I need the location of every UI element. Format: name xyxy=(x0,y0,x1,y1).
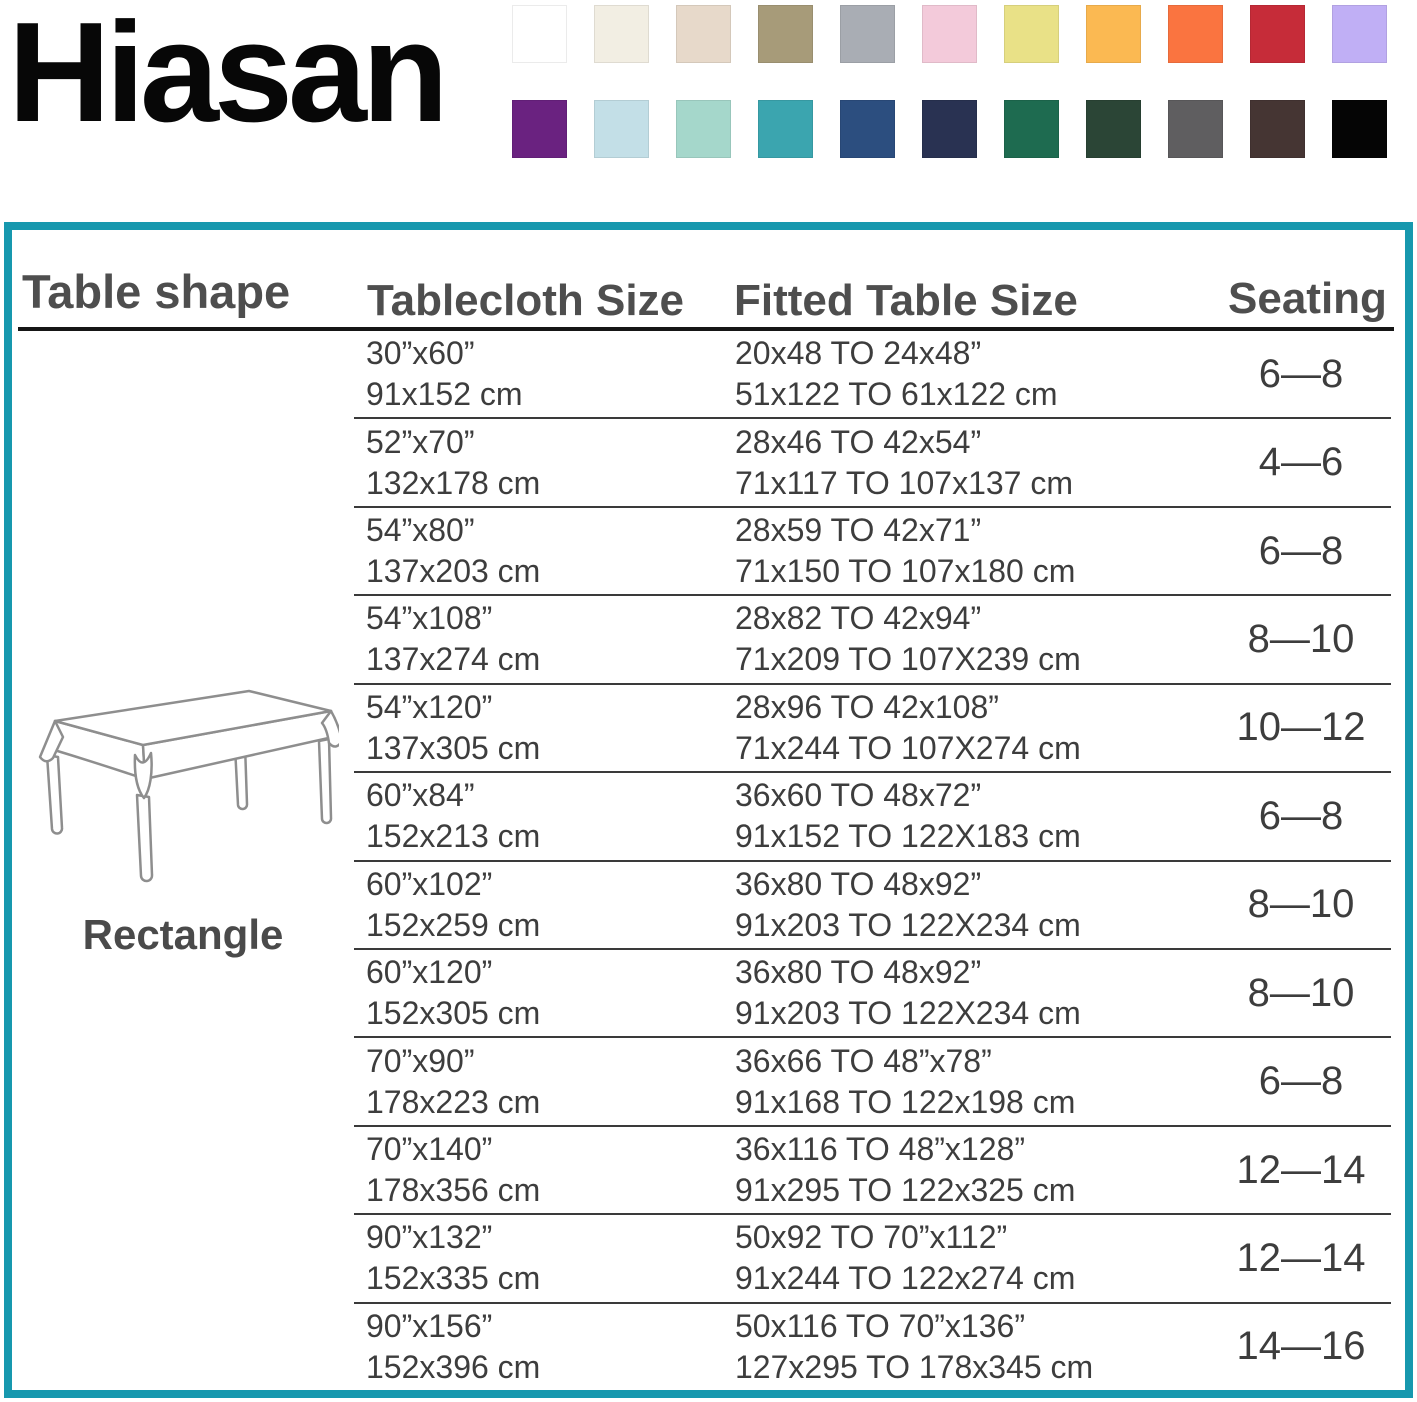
seating-cell xyxy=(1211,1061,1391,1102)
tablecloth-size-cm: 137x305 cm xyxy=(366,729,541,766)
color-swatch-khaki xyxy=(758,5,813,63)
table-row xyxy=(354,862,1391,950)
fitted-size-cm: 71x117 TO 107x137 cm xyxy=(735,464,1073,501)
seating-value: 10—12 xyxy=(1236,705,1366,750)
color-swatch-dark-brown xyxy=(1250,100,1305,158)
color-swatch-light-blue xyxy=(594,100,649,158)
seating-cell xyxy=(1211,442,1391,483)
color-swatch-gold xyxy=(1086,5,1141,63)
table-row xyxy=(354,596,1391,684)
seating-value: 8—10 xyxy=(1247,970,1355,1015)
tablecloth-size-inches: 60”x102” xyxy=(366,865,493,902)
seating-cell xyxy=(1211,1326,1391,1367)
fitted-size-cell xyxy=(735,864,1211,946)
tablecloth-size-cm: 137x203 cm xyxy=(366,553,541,590)
fitted-size-cm: 71x244 TO 107X274 cm xyxy=(735,729,1081,766)
seating-cell xyxy=(1211,1235,1391,1280)
color-swatch-yellow xyxy=(1004,5,1059,63)
tablecloth-size-cell xyxy=(354,952,735,1034)
swatch-row-bottom xyxy=(512,100,1387,158)
tablecloth-size-cm: 91x152 cm xyxy=(366,376,523,413)
fitted-size-cell xyxy=(735,1306,1211,1388)
fitted-size-cell xyxy=(735,598,1211,680)
column-header-table-shape: Table shape xyxy=(22,265,291,318)
fitted-size-inches: 50x92 TO 70”x112” xyxy=(735,1219,1008,1256)
fitted-size-inches: 20x48 TO 24x48” xyxy=(735,335,982,372)
seating-value: 6—8 xyxy=(1258,793,1344,838)
seating-value: 6—8 xyxy=(1258,351,1344,396)
table-row xyxy=(354,950,1391,1038)
fitted-size-inches: 50x116 TO 70”x136” xyxy=(735,1307,1025,1344)
tablecloth-size-cell xyxy=(354,1041,735,1123)
tablecloth-size-inches: 30”x60” xyxy=(366,335,475,372)
seating-value: 8—10 xyxy=(1247,616,1355,661)
fitted-size-cell xyxy=(735,510,1211,592)
color-swatch-white xyxy=(512,5,567,63)
table-row xyxy=(354,508,1391,596)
fitted-size-cell xyxy=(735,1217,1211,1299)
tablecloth-size-cm: 152x335 cm xyxy=(366,1260,541,1297)
table-header xyxy=(12,230,1405,327)
fitted-size-inches: 28x59 TO 42x71” xyxy=(735,512,982,549)
seating-cell xyxy=(1211,616,1391,661)
tablecloth-size-inches: 54”x80” xyxy=(366,512,475,549)
fitted-size-inches: 28x96 TO 42x108” xyxy=(735,688,999,725)
color-swatch-black xyxy=(1332,100,1387,158)
fitted-size-cell xyxy=(735,952,1211,1034)
table-row xyxy=(354,1215,1391,1303)
fitted-size-inches: 28x46 TO 42x54” xyxy=(735,423,982,460)
tablecloth-size-inches: 52”x70” xyxy=(366,423,475,460)
color-swatch-gray xyxy=(840,5,895,63)
color-swatch-teal xyxy=(758,100,813,158)
fitted-size-cm: 91x295 TO 122x325 cm xyxy=(735,1172,1076,1208)
fitted-size-inches: 36x60 TO 48x72” xyxy=(735,777,982,814)
seating-value: 4—6 xyxy=(1258,440,1344,485)
swatch-row-top xyxy=(512,5,1387,63)
tablecloth-size-cm: 152x259 cm xyxy=(366,906,541,943)
color-swatch-orange xyxy=(1168,5,1223,63)
table-body xyxy=(12,331,1405,1390)
tablecloth-size-inches: 60”x120” xyxy=(366,954,493,991)
tablecloth-size-cm: 152x305 cm xyxy=(366,995,541,1032)
table-row xyxy=(354,1304,1391,1390)
fitted-size-inches: 36x80 TO 48x92” xyxy=(735,865,982,902)
color-swatch-dark-green xyxy=(1086,100,1141,158)
tablecloth-size-inches: 54”x120” xyxy=(366,688,493,725)
seating-value: 6—8 xyxy=(1258,1059,1344,1104)
tablecloth-size-cell xyxy=(354,775,735,857)
tablecloth-size-cell xyxy=(354,510,735,592)
seating-cell xyxy=(1211,884,1391,925)
seating-cell xyxy=(1211,351,1391,396)
color-swatch-beige xyxy=(676,5,731,63)
fitted-size-cm: 91x152 TO 122X183 cm xyxy=(735,818,1081,855)
rectangle-table-icon xyxy=(27,683,339,895)
fitted-size-cell xyxy=(735,333,1211,415)
seating-cell xyxy=(1211,793,1391,838)
tablecloth-size-inches: 70”x140” xyxy=(366,1131,493,1167)
fitted-size-cm: 91x203 TO 122X234 cm xyxy=(735,906,1081,943)
fitted-size-inches: 36x80 TO 48x92” xyxy=(735,954,982,991)
seating-value: 12—14 xyxy=(1236,1147,1366,1192)
tablecloth-size-cell xyxy=(354,1217,735,1299)
fitted-size-cm: 51x122 TO 61x122 cm xyxy=(735,376,1058,413)
tablecloth-size-cm: 178x223 cm xyxy=(366,1083,541,1120)
tablecloth-size-inches: 60”x84” xyxy=(366,777,475,814)
column-header-seating: Seating xyxy=(1228,274,1387,323)
fitted-size-cell xyxy=(735,1041,1211,1123)
color-swatch-grid xyxy=(512,5,1387,158)
tablecloth-size-cell xyxy=(354,1306,735,1388)
tablecloth-size-cell xyxy=(354,687,735,769)
column-header-fitted-table-size: Fitted Table Size xyxy=(734,276,1078,325)
fitted-size-cm: 91x168 TO 122x198 cm xyxy=(735,1083,1076,1120)
size-chart-panel xyxy=(4,222,1413,1398)
tablecloth-size-cm: 152x396 cm xyxy=(366,1348,541,1385)
tablecloth-size-inches: 54”x108” xyxy=(366,600,493,637)
color-swatch-ivory xyxy=(594,5,649,63)
fitted-size-inches: 36x116 TO 48”x128” xyxy=(735,1131,1025,1167)
table-row xyxy=(354,331,1391,419)
seating-cell xyxy=(1211,1147,1391,1192)
tablecloth-size-cell xyxy=(354,864,735,946)
tablecloth-size-cell xyxy=(354,422,735,504)
seating-value: 14—16 xyxy=(1236,1324,1366,1369)
color-swatch-green xyxy=(1004,100,1059,158)
seating-value: 12—14 xyxy=(1236,1235,1366,1280)
tablecloth-size-cell xyxy=(354,598,735,680)
tablecloth-size-cell xyxy=(354,1129,735,1211)
fitted-size-cm: 91x203 TO 122X234 cm xyxy=(735,995,1081,1032)
column-header-tablecloth-size: Tablecloth Size xyxy=(367,276,685,325)
seating-value: 8—10 xyxy=(1247,882,1355,927)
seating-value: 6—8 xyxy=(1258,528,1344,573)
color-swatch-aqua xyxy=(676,100,731,158)
fitted-size-cell xyxy=(735,422,1211,504)
table-row xyxy=(354,773,1391,861)
tablecloth-size-cm: 137x274 cm xyxy=(366,641,541,678)
fitted-size-cm: 91x244 TO 122x274 cm xyxy=(735,1260,1076,1297)
fitted-size-cm: 71x209 TO 107X239 cm xyxy=(735,641,1081,678)
fitted-size-inches: 28x82 TO 42x94” xyxy=(735,600,982,637)
color-swatch-pink xyxy=(922,5,977,63)
shape-label: Rectangle xyxy=(82,911,284,958)
color-swatch-lavender xyxy=(1332,5,1387,63)
fitted-size-cell xyxy=(735,775,1211,857)
color-swatch-navy xyxy=(922,100,977,158)
table-row xyxy=(354,1038,1391,1126)
seating-cell xyxy=(1211,970,1391,1015)
fitted-size-cm: 127x295 TO 178x345 cm xyxy=(735,1348,1094,1385)
tablecloth-size-cm: 178x356 cm xyxy=(366,1172,541,1208)
color-swatch-dark-gray xyxy=(1168,100,1223,158)
fitted-size-cm: 71x150 TO 107x180 cm xyxy=(735,553,1076,590)
fitted-size-cell xyxy=(735,1129,1211,1211)
tablecloth-size-inches: 90”x132” xyxy=(366,1219,493,1256)
fitted-size-inches: 36x66 TO 48”x78” xyxy=(735,1042,992,1079)
table-shape-column xyxy=(12,331,354,1390)
color-swatch-purple xyxy=(512,100,567,158)
table-row xyxy=(354,419,1391,507)
seating-cell xyxy=(1211,528,1391,573)
seating-cell xyxy=(1211,707,1391,748)
tablecloth-size-cm: 132x178 cm xyxy=(366,464,541,501)
tablecloth-size-cm: 152x213 cm xyxy=(366,818,541,855)
color-swatch-red xyxy=(1250,5,1305,63)
fitted-size-cell xyxy=(735,687,1211,769)
size-table-rows xyxy=(354,331,1391,1390)
color-swatch-steel-blue xyxy=(840,100,895,158)
tablecloth-size-inches: 90”x156” xyxy=(366,1307,493,1344)
table-row xyxy=(354,1127,1391,1215)
tablecloth-size-inches: 70”x90” xyxy=(366,1042,475,1079)
brand-logo: Hiasan xyxy=(8,0,444,152)
tablecloth-size-cell xyxy=(354,333,735,415)
table-row xyxy=(354,685,1391,773)
